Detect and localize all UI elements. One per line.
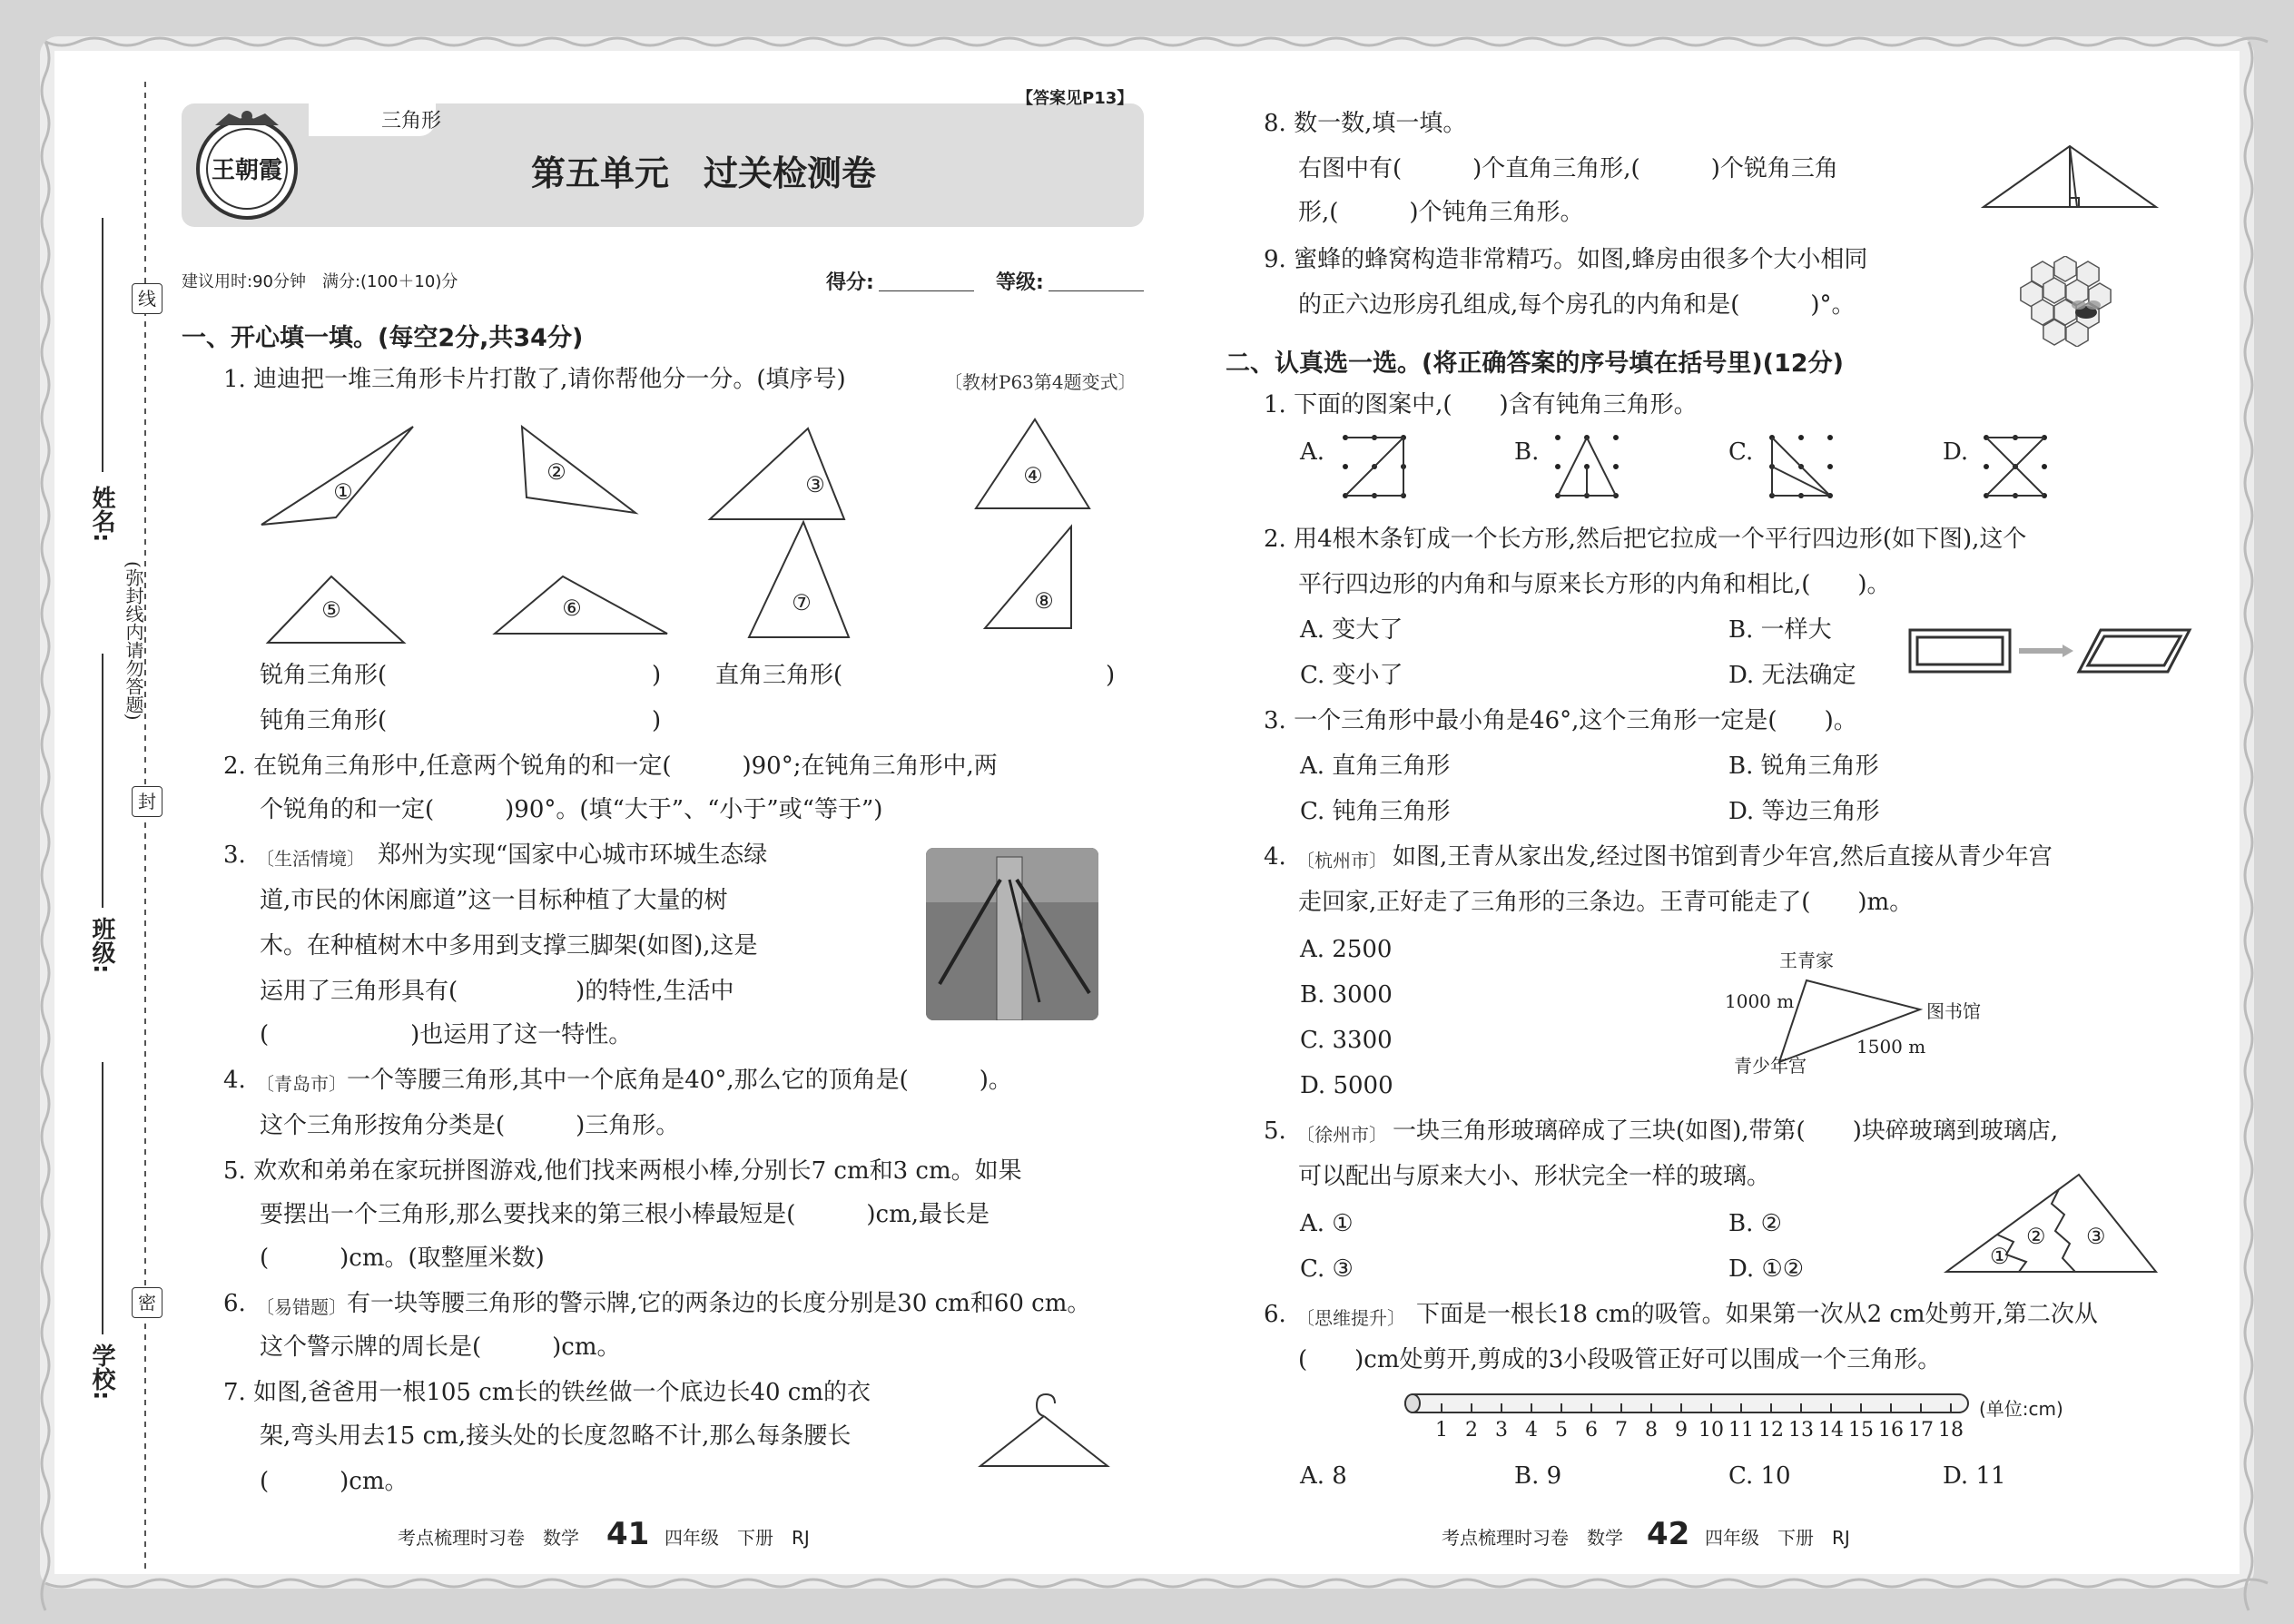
q1-right-label: 直角三角形( — [715, 662, 843, 689]
section2-heading: 二、认真选一选。(将正确答案的序号填在括号里)(12分) — [1226, 349, 1844, 378]
s2-q4-option-c[interactable]: C. 3300 — [1300, 1027, 1393, 1054]
s2-q6-option-a[interactable]: A. 8 — [1300, 1462, 1347, 1490]
s2-q1-option-a[interactable]: A. — [1300, 438, 1325, 466]
s2-q6-option-c[interactable]: C. 10 — [1728, 1462, 1791, 1490]
q8-line2: 右图中有( )个直角三角形,( )个锐角三角 — [1298, 155, 1838, 182]
q7-line1: 7. 如图,爸爸用一根105 cm长的铁丝做一个底边长40 cm的衣 — [223, 1379, 871, 1406]
straw-tick-label-10: 10 — [1698, 1419, 1724, 1442]
s2-q6-line2: ( )cm处剪开,剪成的3小段吸管正好可以围成一个三角形。 — [1298, 1346, 1942, 1373]
honeycomb-figure — [2015, 256, 2124, 347]
triangle-label-6: ⑥ — [562, 595, 582, 621]
triangle-label-7: ⑦ — [792, 590, 812, 615]
glass-piece-3: ③ — [2086, 1224, 2106, 1249]
q4-num: 4. — [223, 1067, 246, 1094]
s2-q6-line1: 下面是一根长18 cm的吸管。如果第一次从2 cm处剪开,第二次从 — [1416, 1301, 2098, 1328]
q5-line1: 5. 欢欢和弟弟在家玩拼图游戏,他们找来两根小棒,分别长7 cm和3 cm。如果 — [223, 1157, 1022, 1185]
q5-line2: 要摆出一个三角形,那么要找来的第三根小棒最短是( )cm,最长是 — [260, 1201, 990, 1228]
time-info: 建议用时:90分钟 满分:(100＋10)分 — [182, 272, 458, 291]
s2-q6-tag: 〔思维提升〕 — [1296, 1307, 1405, 1329]
broken-glass-figure — [1943, 1167, 2161, 1276]
q3-line2: 道,市民的休闲廊道”这一目标种植了大量的树 — [260, 887, 728, 914]
footer-right-grade: 四年级 下册 RJ — [1705, 1527, 1850, 1549]
s2-q2-option-a[interactable]: A. 变大了 — [1300, 616, 1403, 644]
dot-pattern-b — [1554, 434, 1620, 499]
straw-tick-label-7: 7 — [1615, 1419, 1628, 1442]
s2-q5-num: 5. — [1264, 1117, 1286, 1145]
q1-triangles-figure — [254, 418, 1117, 654]
q6-line2: 这个警示牌的周长是( )cm。 — [260, 1334, 621, 1361]
s2-q1-option-d[interactable]: D. — [1943, 438, 1969, 466]
q1-acute-answer[interactable] — [399, 659, 654, 690]
straw-tick-label-11: 11 — [1728, 1419, 1754, 1442]
straw-tick-label-12: 12 — [1758, 1419, 1784, 1442]
s2-q4-option-b[interactable]: B. 3000 — [1300, 981, 1393, 1009]
s2-q1-option-b[interactable]: B. — [1514, 438, 1540, 466]
footer-right-page: 42 — [1647, 1516, 1690, 1552]
triangle-label-2: ② — [546, 459, 566, 485]
straw-tick-label-14: 14 — [1818, 1419, 1844, 1442]
q8-line3: 形,( )个钝角三角形。 — [1298, 199, 1584, 226]
class-label: 班级: — [88, 917, 115, 974]
s2-q6-num: 6. — [1264, 1301, 1286, 1328]
q3-line1: 郑州为实现“国家中心城市环城生态绿 — [378, 842, 768, 869]
grade-field[interactable] — [1049, 290, 1144, 291]
straw-tick-label-16: 16 — [1878, 1419, 1904, 1442]
school-label: 学校: — [88, 1343, 115, 1401]
s2-q5-line1: 一块三角形玻璃碎成了三块(如图),带第( )块碎玻璃到玻璃店, — [1393, 1117, 2059, 1145]
s2-q2-line2: 平行四边形的内角和与原来长方形的内角和相比,( )。 — [1298, 571, 1891, 598]
q1-acute-close: ) — [652, 662, 662, 689]
q3-tag: 〔生活情境〕 — [256, 848, 365, 870]
q8-line1: 8. 数一数,填一填。 — [1264, 110, 1467, 137]
map-d1-label: 1000 m — [1725, 990, 1795, 1012]
grade-label: 等级: — [996, 271, 1044, 294]
q3-line3: 木。在种植树木中多用到支撑三脚架(如图),这是 — [260, 932, 758, 960]
map-youth-label: 青少年宫 — [1734, 1055, 1807, 1077]
answer-reference: 【答案见P13】 — [1017, 89, 1134, 108]
straw-ruler-figure — [1398, 1391, 1979, 1445]
map-library-label: 图书馆 — [1926, 1000, 1981, 1022]
footer-left-series: 考点梳理时习卷 数学 — [398, 1527, 579, 1549]
triangle-2 — [522, 427, 635, 513]
school-field[interactable] — [102, 1062, 103, 1334]
hexagon-cell-5 — [2043, 278, 2065, 303]
straw-tick-label-13: 13 — [1788, 1419, 1814, 1442]
triangle-8 — [985, 527, 1071, 628]
q1-obtuse-answer[interactable] — [399, 704, 654, 735]
q8-triangle-figure — [1979, 142, 2161, 214]
s2-q1-text: 1. 下面的图案中,( )含有钝角三角形。 — [1264, 391, 1698, 418]
s2-q5-tag: 〔徐州市〕 — [1296, 1124, 1387, 1146]
straw-tick-label-2: 2 — [1465, 1419, 1478, 1442]
s2-q4-line2: 走回家,正好走了三角形的三条边。王青可能走了( )m。 — [1298, 889, 1914, 916]
class-field[interactable] — [102, 654, 103, 908]
s2-q5-option-c[interactable]: C. ③ — [1300, 1255, 1354, 1283]
footer-right-series: 考点梳理时习卷 数学 — [1442, 1527, 1623, 1549]
rectangle-to-parallelogram-figure — [1906, 625, 2197, 679]
svg-text:王朝霞: 王朝霞 — [211, 157, 283, 184]
seal-line-mark: 线 — [132, 283, 162, 314]
q1-right-answer[interactable] — [855, 659, 1100, 690]
straw-tick-label-8: 8 — [1645, 1419, 1658, 1442]
s2-q5-line2: 可以配出与原来大小、形状完全一样的玻璃。 — [1298, 1163, 1771, 1190]
triangle-label-5: ⑤ — [321, 597, 341, 623]
s2-q2-line1: 2. 用4根木条钉成一个长方形,然后把它拉成一个平行四边形(如下图),这个 — [1264, 526, 2027, 553]
q1-acute-label: 锐角三角形( — [260, 662, 388, 689]
straw-tick-label-4: 4 — [1525, 1419, 1538, 1442]
seal-secret-mark: 密 — [132, 1287, 162, 1318]
straw-unit: (单位:cm) — [1979, 1398, 2063, 1420]
s2-q4-line1: 如图,王青从家出发,经过图书馆到青少年宫,然后直接从青少年宫 — [1393, 843, 2053, 871]
dot-pattern-d — [1983, 434, 2048, 499]
q1-text: 1. 迪迪把一堆三角形卡片打散了,请你帮他分一分。(填序号) — [223, 366, 846, 393]
s2-q4-option-a[interactable]: A. 2500 — [1300, 936, 1393, 963]
q2-line1: 2. 在锐角三角形中,任意两个锐角的和一定( )90°;在钝角三角形中,两 — [223, 753, 998, 780]
dot-pattern-c — [1768, 434, 1834, 499]
q6-num: 6. — [223, 1290, 246, 1317]
s2-q1-option-c[interactable]: C. — [1728, 438, 1754, 466]
straw-tick-label-1: 1 — [1435, 1419, 1448, 1442]
triangle-label-8: ⑧ — [1034, 588, 1054, 614]
triangle-7 — [749, 522, 849, 637]
hanger-figure — [971, 1389, 1117, 1471]
tripod-photo — [926, 848, 1098, 1020]
page-title: 第五单元 过关检测卷 — [531, 153, 877, 193]
s2-q5-option-d[interactable]: D. ①② — [1728, 1255, 1805, 1283]
q1-tag: 〔教材P63第4题变式〕 — [944, 371, 1137, 393]
glass-piece-2: ② — [2026, 1224, 2046, 1249]
s2-q4-tag: 〔杭州市〕 — [1296, 850, 1387, 871]
q1-obtuse-label: 钝角三角形( — [260, 707, 388, 734]
q6-tag: 〔易错题〕 — [256, 1296, 347, 1318]
s2-q3-option-b[interactable]: B. 锐角三角形 — [1728, 753, 1879, 780]
footer-left-page: 41 — [606, 1516, 650, 1552]
straw-tick-label-15: 15 — [1848, 1419, 1874, 1442]
q5-line3: ( )cm。(取整厘米数) — [260, 1245, 545, 1272]
hexagon-cell-2 — [2054, 256, 2076, 281]
s2-q3-option-c[interactable]: C. 钝角三角形 — [1300, 798, 1451, 825]
q6-line1: 有一块等腰三角形的警示牌,它的两条边的长度分别是30 cm和60 cm。 — [347, 1290, 1091, 1317]
s2-q3-option-a[interactable]: A. 直角三角形 — [1300, 753, 1451, 780]
s2-q4-num: 4. — [1264, 843, 1286, 871]
s2-q6-option-b[interactable]: B. 9 — [1514, 1462, 1562, 1490]
map-d2-label: 1500 m — [1856, 1036, 1926, 1058]
topic-tab: 三角形 — [381, 110, 442, 133]
triangle-1 — [261, 427, 413, 525]
q3-line5: ( )也运用了这一特性。 — [260, 1021, 633, 1048]
dot-pattern-a — [1342, 434, 1407, 499]
q9-line1: 9. 蜜蜂的蜂窝构造非常精巧。如图,蜂房由很多个大小相同 — [1264, 246, 1868, 273]
score-field[interactable] — [879, 290, 974, 291]
footer-left-grade: 四年级 下册 RJ — [665, 1527, 810, 1549]
s2-q2-option-c[interactable]: C. 变小了 — [1300, 662, 1403, 689]
s2-q4-option-d[interactable]: D. 5000 — [1300, 1072, 1393, 1099]
hexagon-cell-11 — [2043, 320, 2065, 345]
q1-right-close: ) — [1106, 662, 1116, 689]
q4-tag: 〔青岛市〕 — [256, 1073, 347, 1095]
binding-notice: (弥封线内请勿答题) — [123, 561, 144, 721]
s2-q2-option-d[interactable]: D. 无法确定 — [1728, 662, 1856, 689]
name-label: 姓名: — [88, 486, 115, 543]
q9-line2: 的正六边形房孔组成,每个房孔的内角和是( )°。 — [1298, 291, 1856, 319]
straw-tick-label-6: 6 — [1585, 1419, 1598, 1442]
s2-q2-option-b[interactable]: B. 一样大 — [1728, 616, 1832, 644]
straw-tick-label-3: 3 — [1495, 1419, 1508, 1442]
publisher-logo — [192, 109, 301, 222]
map-home-label: 王青家 — [1779, 950, 1834, 971]
s2-q5-option-a[interactable]: A. ① — [1300, 1210, 1354, 1237]
q7-line3: ( )cm。 — [260, 1468, 409, 1495]
s2-q3-option-d[interactable]: D. 等边三角形 — [1728, 798, 1880, 825]
q4-line1: 一个等腰三角形,其中一个底角是40°,那么它的顶角是( )。 — [347, 1067, 1012, 1094]
triangle-label-1: ① — [333, 479, 353, 505]
triangle-label-4: ④ — [1023, 463, 1043, 488]
section1-heading: 一、开心填一填。(每空2分,共34分) — [182, 324, 584, 352]
triangle-label-3: ③ — [805, 472, 825, 497]
s2-q6-option-d[interactable]: D. 11 — [1943, 1462, 2006, 1490]
q2-line2: 个锐角的和一定( )90°。(填“大于”、“小于”或“等于”) — [260, 796, 883, 823]
hexagon-cell-12 — [2066, 321, 2088, 347]
straw-tick-label-9: 9 — [1675, 1419, 1688, 1442]
s2-q5-option-b[interactable]: B. ② — [1728, 1210, 1782, 1237]
straw-tick-label-17: 17 — [1908, 1419, 1934, 1442]
s2-q3-line1: 3. 一个三角形中最小角是46°,这个三角形一定是( )。 — [1264, 707, 1857, 734]
q3-line4: 运用了三角形具有( )的特性,生活中 — [260, 978, 734, 1005]
name-field[interactable] — [102, 218, 103, 472]
q1-obtuse-close: ) — [652, 707, 662, 734]
glass-piece-1: ① — [1990, 1244, 2010, 1269]
q3-num: 3. — [223, 842, 246, 869]
straw-tick-label-18: 18 — [1938, 1419, 1964, 1442]
straw-tick-label-5: 5 — [1555, 1419, 1568, 1442]
score-label: 得分: — [826, 271, 874, 294]
seal-seal-mark: 封 — [132, 786, 162, 817]
q7-line2: 架,弯头用去15 cm,接头处的长度忽略不计,那么每条腰长 — [260, 1422, 852, 1450]
q4-line2: 这个三角形按角分类是( )三角形。 — [260, 1112, 680, 1139]
